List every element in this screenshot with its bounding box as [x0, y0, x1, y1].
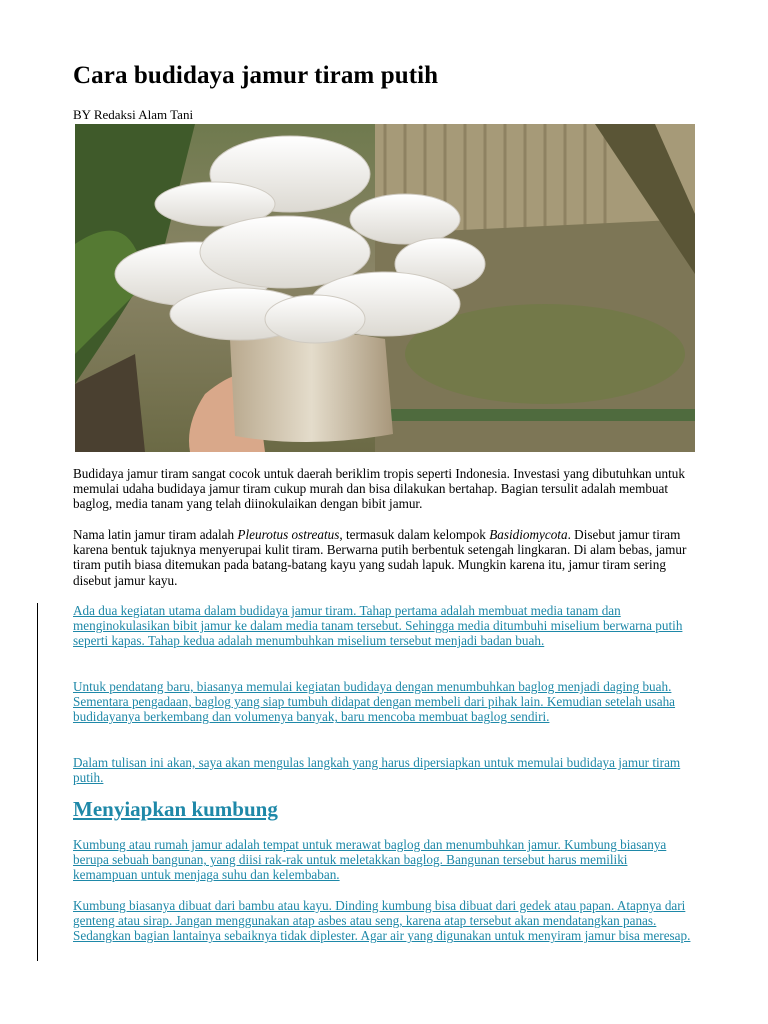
latin-name: Pleurotus ostreatus [237, 527, 340, 542]
link-paragraph-4[interactable]: Kumbung atau rumah jamur adalah tempat untuk merawat baglog dan menumbuhkan jamur. Kumbung biasanya berupa sebuah bangunan, yang diisi rak-rak untuk meletakkan baglog. Bangunan tersebut harus memiliki kemampuan untuk menjaga suhu dan kelembaban. [73, 837, 667, 883]
paragraph-latin-text-3: . Disebut jamur tiram karena bentuk tajuknya menyerupai kulit tiram. Berwarna putih berbentuk setengah lingkaran. Di alam bebas, jamur tiram putih biasa ditemukan pada batang-batang kayu yang sudah lapuk. Mungkin karena itu, jamur tiram sering disebut jamur kayu. [73, 527, 687, 588]
paragraph-intro: Budidaya jamur tiram sangat cocok untuk daerah beriklim tropis seperti Indonesia. Investasi yang dibutuhkan untuk memulai udaha budidaya jamur tiram cukup murah dan bisa dilakukan bertahap. Bagian tersulit adalah membuat baglog, media tanam yang telah diinokulaikan dengan bibit jamur. [73, 466, 685, 512]
paragraph-latin-text-2: , termasuk dalam kelompok [339, 527, 490, 542]
link-paragraph-1[interactable]: Ada dua kegiatan utama dalam budidaya jamur tiram. Tahap pertama adalah membuat media tanam dan menginokulasikan bibit jamur ke dalam media tanam tersebut. Sehingga media ditumbuhi miselium berwarna putih seperti kapas. Tahap kedua adalah menumbuhkan miselium tersebut menjadi badan buah. [73, 603, 683, 649]
article-byline: BY Redaksi Alam Tani [73, 107, 194, 122]
link-paragraph-5[interactable]: Kumbung biasanya dibuat dari bambu atau kayu. Dinding kumbung bisa dibuat dari gedek atau papan. Atapnya dari genteng atau sirap. Jangan menggunakan atap asbes atau seng, karena atap tersebut akan mendatangkan panas. Sedangkan bagian lantainya sebaiknya tidak diplester. Agar air yang digunakan untuk menyiram jamur bisa meresap. [73, 898, 691, 944]
paragraph-latin-name [73, 527, 695, 588]
oyster-mushroom-photo [75, 124, 695, 452]
section-heading-kumbung[interactable]: Menyiapkan kumbung [73, 797, 278, 821]
margin-change-bar [37, 603, 38, 961]
link-paragraph-3[interactable]: Dalam tulisan ini akan, saya akan mengulas langkah yang harus dipersiapkan untuk memulai budidaya jamur tiram putih. [73, 755, 681, 786]
paragraph-latin-text-1: Nama latin jamur tiram adalah [73, 527, 238, 542]
taxonomy-group: Basidiomycota [489, 527, 568, 542]
article-title: Cara budidaya jamur tiram putih [73, 62, 439, 89]
link-paragraph-2[interactable]: Untuk pendatang baru, biasanya memulai kegiatan budidaya dengan menumbuhkan baglog menjadi daging buah. Sementara pengadaan, baglog yang siap tumbuh didapat dengan membeli dari pihak lain. Kemudian setelah usaha budidayanya berkembang dan volumenya banyak, baru mencoba membuat baglog sendiri. [73, 679, 676, 725]
